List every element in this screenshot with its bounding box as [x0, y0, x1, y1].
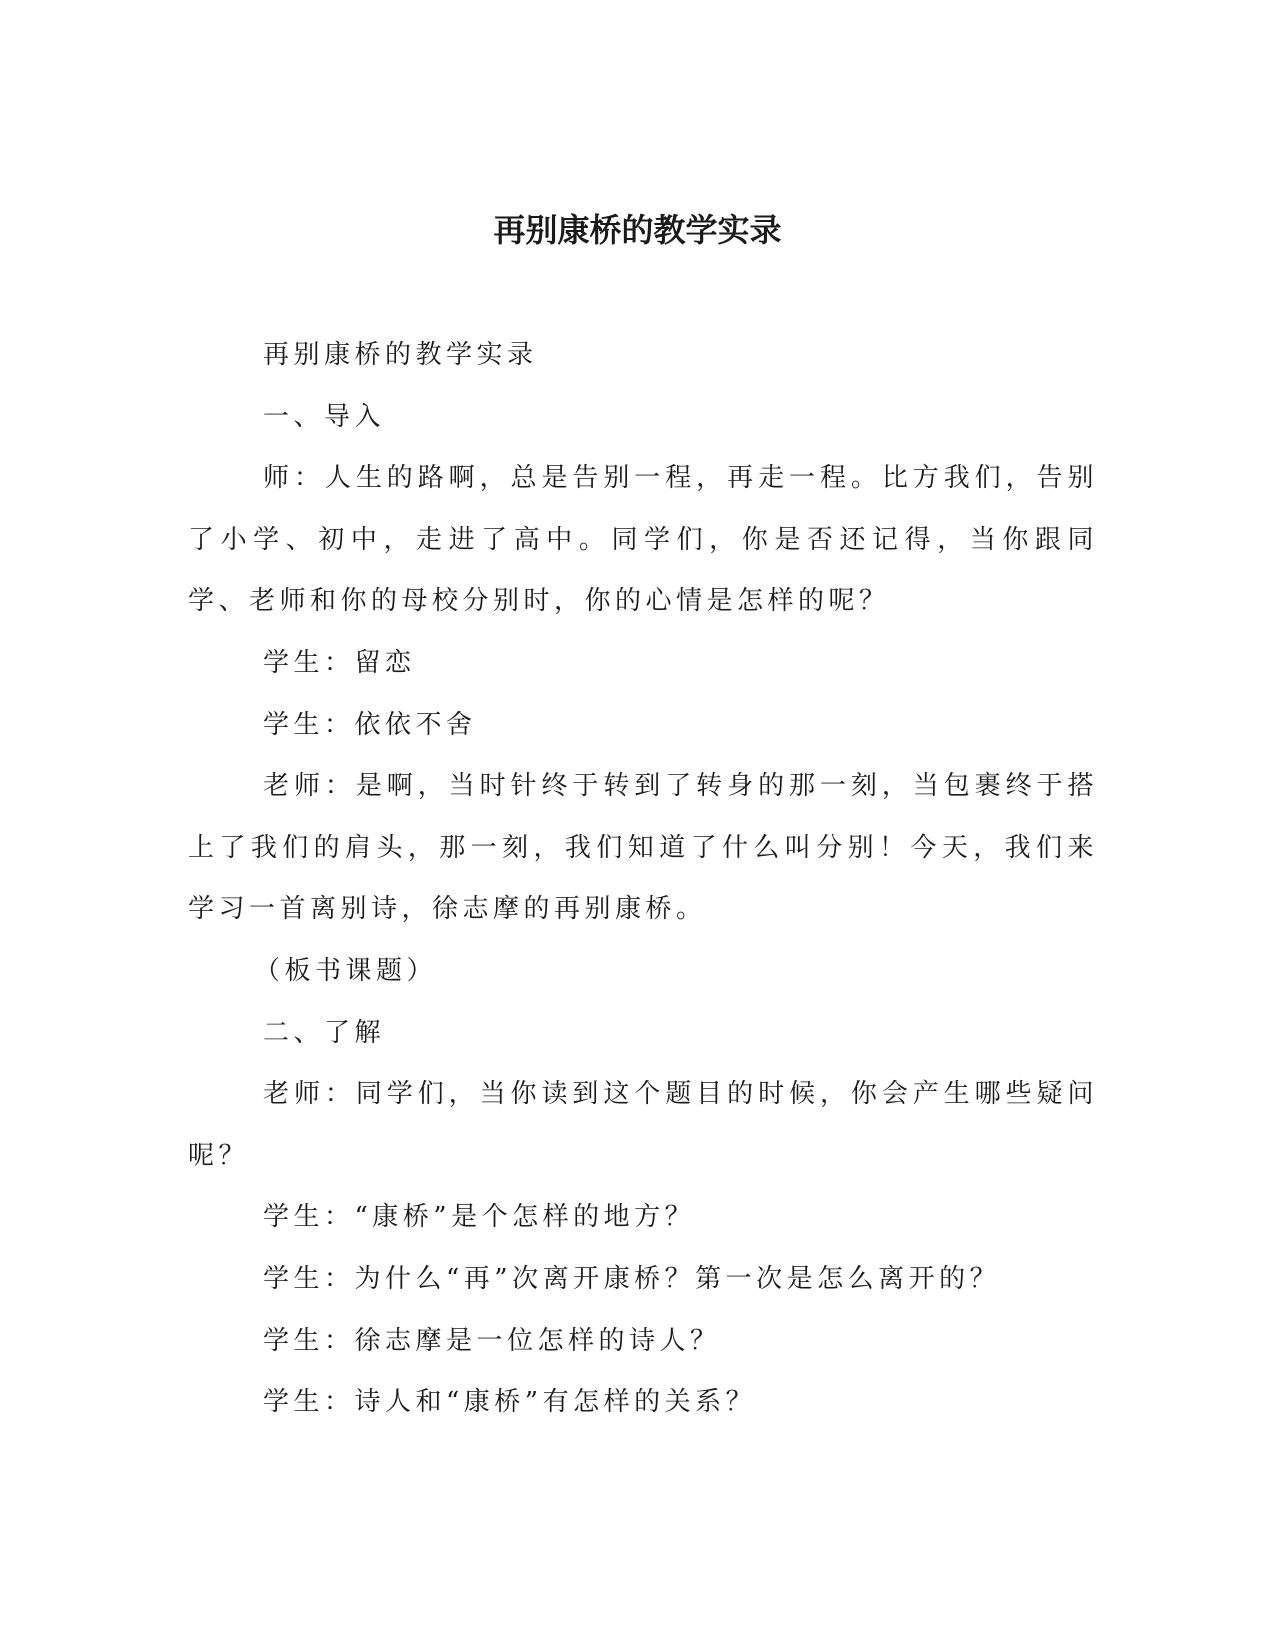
paragraph-student-reply-2: 学生：依依不舍	[263, 709, 477, 740]
section-heading-understand: 二、了解	[263, 1017, 386, 1048]
paragraph-teacher-intro: 师：人生的路啊，总是告别一程，再走一程。比方我们，告别了小学、初中，走进了高中。同学们，你是否还记得，当你跟同学、老师和你的母校分别时，你的心情是怎样的呢？	[188, 463, 1098, 617]
paragraph-teacher-farewell: 老师：是啊，当时针终于转到了转身的那一刻，当包裹终于搭上了我们的肩头，那一刻，我们知道了什么叫分别！今天，我们来学习一首离别诗，徐志摩的再别康桥。	[188, 771, 1098, 925]
paragraph-student-question-4: 学生：诗人和“康桥”有怎样的关系？	[263, 1387, 757, 1418]
paragraph-board-note: （板书课题）	[254, 955, 438, 986]
paragraph-teacher-question: 老师：同学们，当你读到这个题目的时候，你会产生哪些疑问呢？	[188, 1079, 1098, 1171]
paragraph-student-question-1: 学生：“康桥”是个怎样的地方？	[263, 1202, 696, 1233]
paragraph-student-reply-1: 学生：留恋	[263, 647, 416, 678]
section-heading-intro: 一、导入	[263, 401, 386, 432]
paragraph-student-question-3: 学生：徐志摩是一位怎样的诗人？	[263, 1325, 721, 1356]
document-body	[188, 325, 1098, 1434]
paragraph-student-question-2: 学生：为什么“再”次离开康桥？第一次是怎么离开的？	[263, 1263, 1001, 1294]
document-title: 再别康桥的教学实录	[493, 211, 782, 249]
paragraph-subtitle: 再别康桥的教学实录	[263, 340, 538, 370]
